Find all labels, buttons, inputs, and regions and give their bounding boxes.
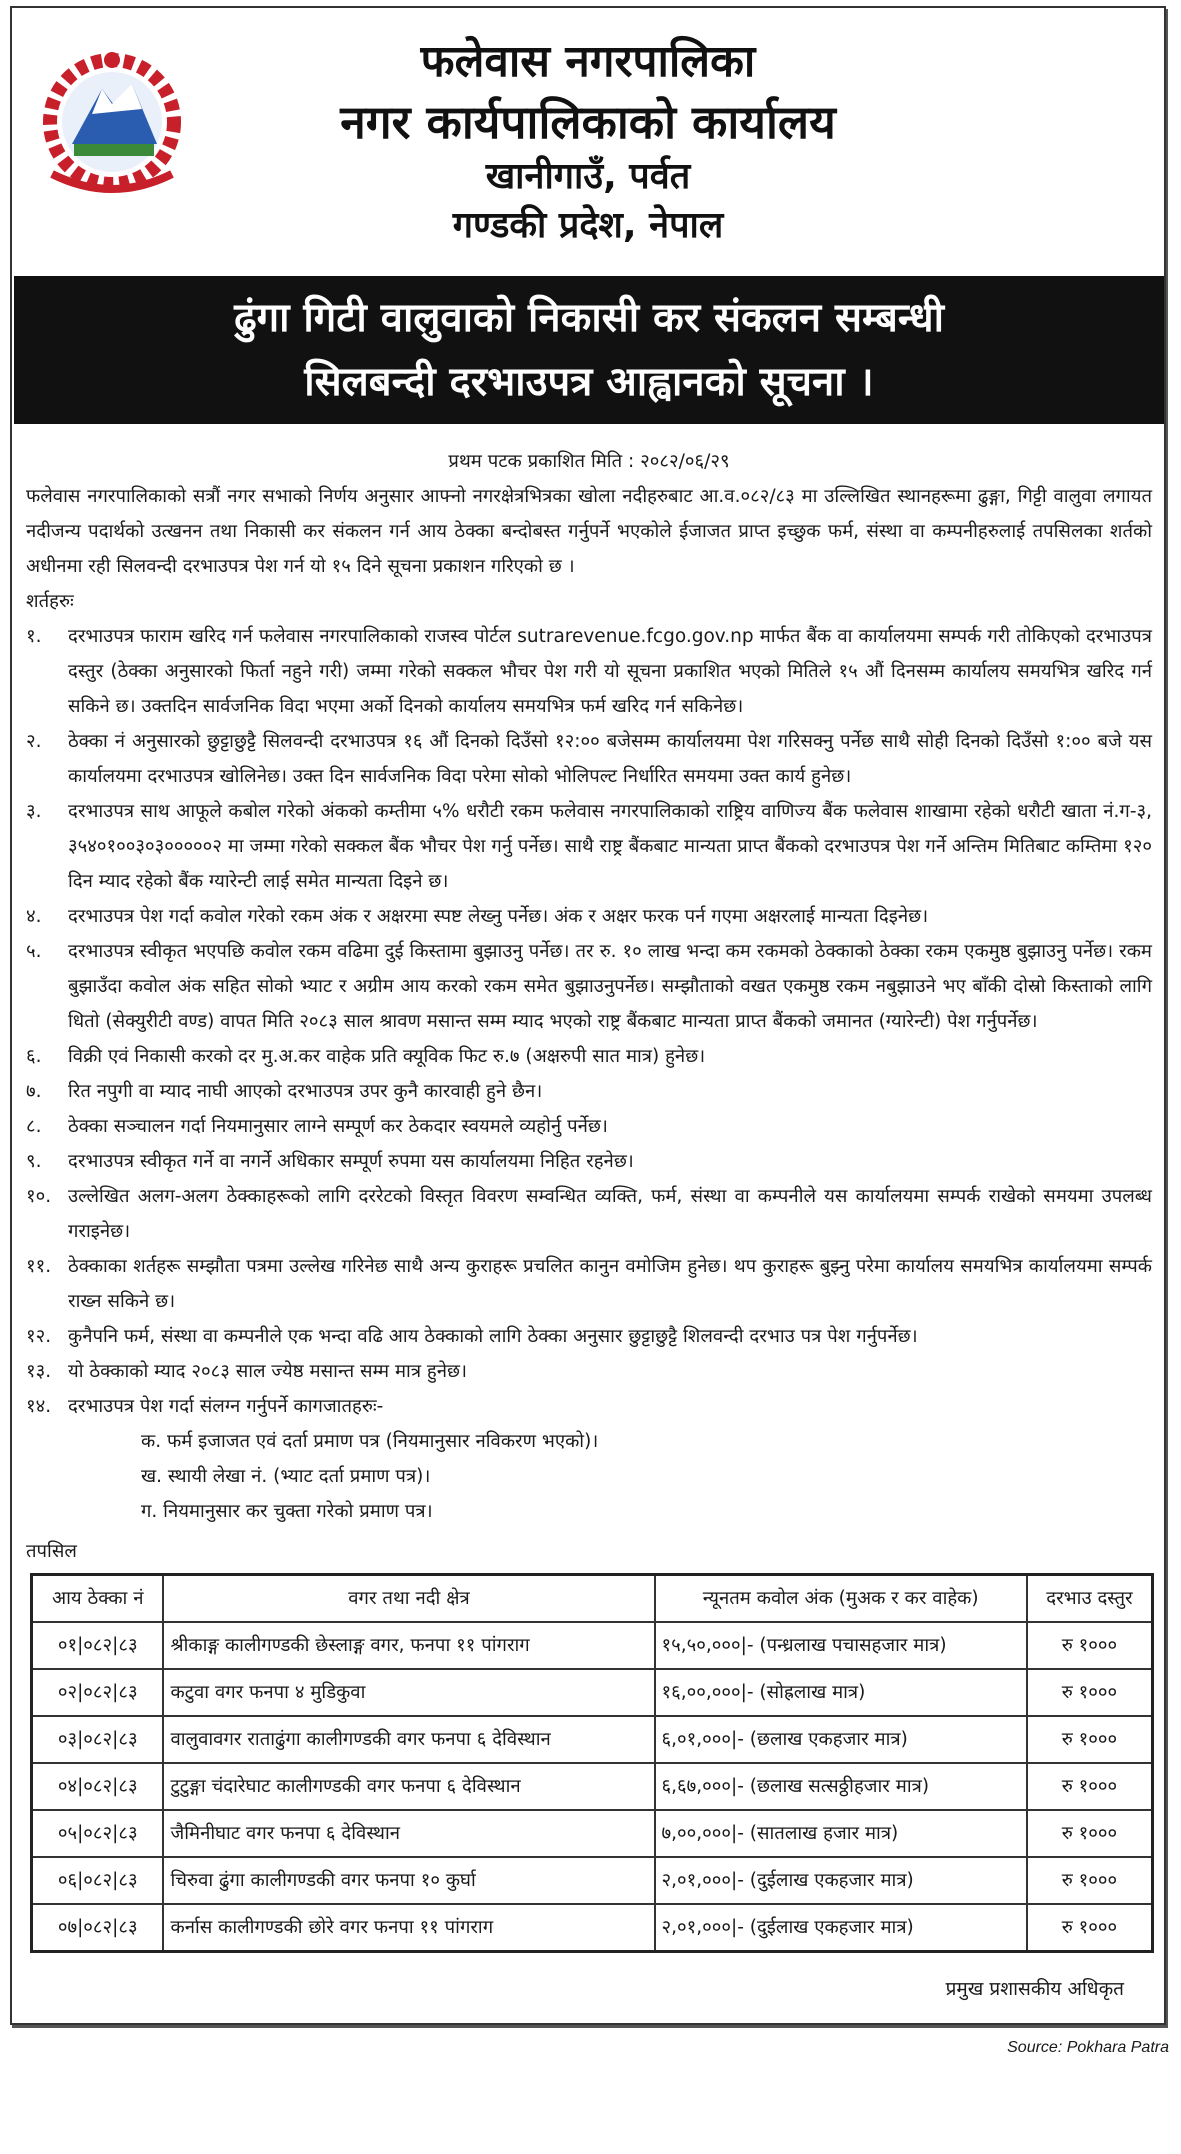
minimum-bid: ७,००,०००|- (सातलाख हजार मात्र) (655, 1810, 1027, 1857)
term-item (26, 1354, 1152, 1389)
term-number: ५. (26, 941, 42, 962)
term-text: दरभाउपत्र पेश गर्दा संलग्न गर्नुपर्ने कागजातहरुः- (68, 1396, 384, 1417)
term-item (26, 1074, 1152, 1109)
table-row (32, 1669, 1153, 1716)
contract-number: ०३|०८२|८३ (32, 1716, 164, 1763)
term-item (26, 1144, 1152, 1179)
term-text: उल्लेखित अलग-अलग ठेक्काहरूको लागि दररेटको विस्तृत विवरण सम्वन्धित व्यक्ति, फर्म, संस्था वा कम्पनीले यस कार्यालयमा सम्पर्क राखेको समयमा उपलब्ध गराइनेछ। (68, 1186, 1152, 1242)
table-label: तपसिल (26, 1541, 77, 1562)
document-item: ग. नियमानुसार कर चुक्ता गरेको प्रमाण पत्र। (141, 1501, 433, 1522)
term-text: विक्री एवं निकासी करको दर मु.अ.कर वाहेक प्रति क्यूविक फिट रु.७ (अक्षरुपी सात मात्र) हुनेछ। (68, 1046, 706, 1067)
river-area: टुटुङ्गा चंदारेघाट कालीगण्डकी वगर फनपा ६ देविस्थान (163, 1763, 654, 1810)
term-number: १. (26, 626, 42, 647)
table-row (32, 1810, 1153, 1857)
term-number: ३. (26, 801, 42, 822)
minimum-bid: २,०१,०००|- (दुईलाख एकहजार मात्र) (655, 1857, 1027, 1904)
term-item (26, 619, 1152, 724)
notice-title-line2: सिलबन्दी दरभाउपत्र आह्वानको सूचना । (304, 359, 874, 405)
term-number: ९. (26, 1151, 42, 1172)
river-area: कटुवा वगर फनपा ४ मुडिकुवा (163, 1669, 654, 1716)
bid-fee: रु १००० (1027, 1716, 1153, 1763)
contracts-table (30, 1573, 1154, 1953)
bid-fee: रु १००० (1027, 1857, 1153, 1904)
term-text: कुनैपनि फर्म, संस्था वा कम्पनीले एक भन्दा वढि आय ठेक्काको लागि ठेक्का अनुसार छुट्टाछुट्टै शिलवन्दी दरभाउ पत्र पेश गर्नुपर्नेछ। (68, 1326, 918, 1347)
source-credit: Source: Pokhara Patra (1007, 2039, 1169, 2056)
term-text: दरभाउपत्र स्वीकृत गर्ने वा नगर्ने अधिकार सम्पूर्ण रुपमा यस कार्यालयमा निहित रहनेछ। (68, 1151, 634, 1172)
term-number: ७. (26, 1081, 42, 1102)
column-header: न्यूनतम कवोल अंक (मुअक र कर वाहेक) (655, 1575, 1027, 1623)
letterhead (12, 8, 1164, 270)
contract-number: ०२|०८२|८३ (32, 1669, 164, 1716)
office-name: नगर कार्यपालिकाको कार्यालय (340, 95, 836, 150)
minimum-bid: १५,५०,०००|- (पन्ध्रलाख पचासहजार मात्र) (655, 1622, 1027, 1669)
river-area: चिरुवा ढुंगा कालीगण्डकी वगर फनपा १० कुर्घा (163, 1857, 654, 1904)
contract-number: ०४|०८२|८३ (32, 1763, 164, 1810)
notice-frame (10, 6, 1166, 2025)
contract-number: ०७|०८२|८३ (32, 1904, 164, 1952)
bid-fee: रु १००० (1027, 1622, 1153, 1669)
table-row (32, 1904, 1153, 1952)
terms-list (26, 619, 1152, 1424)
document-item: क. फर्म इजाजत एवं दर्ता प्रमाण पत्र (नियमानुसार नविकरण भएको)। (141, 1431, 599, 1452)
term-item (26, 1179, 1152, 1249)
minimum-bid: ६,६७,०००|- (छलाख सत्सठ्ठीहजार मात्र) (655, 1763, 1027, 1810)
term-text: दरभाउपत्र पेश गर्दा कवोल गरेको रकम अंक र अक्षरमा स्पष्ट लेख्नु पर्नेछ। अंक र अक्षर फरक पर्न गएमा अक्षरलाई मान्यता दिइनेछ। (68, 906, 929, 927)
term-item (26, 794, 1152, 899)
term-item (26, 1319, 1152, 1354)
bid-fee: रु १००० (1027, 1904, 1153, 1952)
term-number: ११. (26, 1256, 52, 1277)
minimum-bid: १६,००,०००|- (सोह्रलाख मात्र) (655, 1669, 1027, 1716)
column-header: आय ठेक्का नं (32, 1575, 164, 1623)
notice-body (26, 444, 1152, 1529)
term-item (26, 1389, 1152, 1424)
contract-number: ०५|०८२|८३ (32, 1810, 164, 1857)
document-item: ख. स्थायी लेखा नं. (भ्याट दर्ता प्रमाण पत्र)। (141, 1466, 431, 1487)
office-location: खानीगाउँ, पर्वत (485, 156, 691, 198)
contract-number: ०६|०८२|८३ (32, 1857, 164, 1904)
bid-fee: रु १००० (1027, 1763, 1153, 1810)
province: गण्डकी प्रदेश, नेपाल (452, 205, 724, 247)
term-text: ठेक्काका शर्तहरू सम्झौता पत्रमा उल्लेख गरिनेछ साथै अन्य कुराहरू प्रचलित कानुन वमोजिम हुनेछ। थप कुराहरू बुझ्नु परेमा कार्यालय समयभित्र कार्यालयमा सम्पर्क राख्न सकिने छ। (68, 1256, 1152, 1312)
river-area: वालुवावगर राताढुंगा कालीगण्डकी वगर फनपा ६ देविस्थान (163, 1716, 654, 1763)
term-item (26, 1039, 1152, 1074)
term-text: रित नपुगी वा म्याद नाघी आएको दरभाउपत्र उपर कुनै कारवाही हुने छैन। (68, 1081, 543, 1102)
term-number: १२. (26, 1326, 52, 1347)
table-header-row (32, 1575, 1153, 1623)
term-item (26, 1109, 1152, 1144)
term-number: १४. (26, 1396, 52, 1417)
document-list (26, 1424, 1152, 1529)
term-item (26, 1249, 1152, 1319)
minimum-bid: ६,०१,०००|- (छलाख एकहजार मात्र) (655, 1716, 1027, 1763)
term-text: दरभाउपत्र स्वीकृत भएपछि कवोल रकम वढिमा दुई किस्तामा बुझाउनु पर्नेछ। तर रु. १० लाख भन्दा कम रकमको ठेक्काको ठेक्का रकम एकमुष्ठ बुझाउनु पर्नेछ। रकम बुझाउँदा कवोल अंक सहित सोको भ्याट र अग्रीम आय करको रकम समेत बुझाउनुपर्नेछ। सम्झौताको वखत एकमुष्ठ रकम नबुझाउने भए बाँकी दोस्रो किस्ताको लागि धितो (सेक्युरीटी वण्ड) वापत मिति २०८३ साल श्रावण मसान्त सम्म म्याद भएको राष्ट्र बैंकबाट मान्यता प्राप्त बैंकको जमानत (ग्यारेन्टी) पेश गर्नुपर्नेछ। (68, 941, 1152, 1032)
table-row (32, 1857, 1153, 1904)
table-row (32, 1716, 1153, 1763)
term-item (26, 724, 1152, 794)
column-header: वगर तथा नदी क्षेत्र (163, 1575, 654, 1623)
river-area: जैमिनीघाट वगर फनपा ६ देविस्थान (163, 1810, 654, 1857)
notice-title-banner (14, 276, 1164, 424)
term-number: ६. (26, 1046, 42, 1067)
municipality-name: फलेवास नगरपालिका (420, 36, 756, 87)
term-number: १३. (26, 1361, 52, 1382)
intro-paragraph: फलेवास नगरपालिकाको सत्रौं नगर सभाको निर्णय अनुसार आफ्नो नगरक्षेत्रभित्रका खोला नदीहरुबाट आ.व.०८२/८३ मा उल्लिखित स्थानहरूमा ढुङ्गा, गिट्टी वालुवा लगायत नदीजन्य पदार्थको उत्खनन तथा निकासी कर संकलन गर्न आय ठेक्का बन्दोबस्त गर्नुपर्ने भएकोले ईजाजत प्राप्त इच्छुक फर्म, संस्था वा कम्पनीहरुलाई तपसिलका शर्तको अधीनमा रही सिलवन्दी दरभाउपत्र पेश गर्न यो १५ दिने सूचना प्रकाशन गरिएको छ । (26, 486, 1152, 577)
publish-date: प्रथम पटक प्रकाशित मिति : २०८२/०६/२९ (448, 451, 730, 472)
municipality-logo (32, 44, 192, 204)
term-item (26, 899, 1152, 934)
term-number: १०. (26, 1186, 52, 1207)
bid-fee: रु १००० (1027, 1669, 1153, 1716)
term-number: ८. (26, 1116, 42, 1137)
term-text: यो ठेक्काको म्याद २०८३ साल ज्येष्ठ मसान्त सम्म मात्र हुनेछ। (68, 1361, 468, 1382)
terms-label: शर्तहरुः (26, 591, 74, 612)
column-header: दरभाउ दस्तुर (1027, 1575, 1153, 1623)
contract-number: ०१|०८२|८३ (32, 1622, 164, 1669)
term-text: दरभाउपत्र साथ आफूले कबोल गरेको अंकको कम्तीमा ५% धरौटी रकम फलेवास नगरपालिकाको राष्ट्रिय वाणिज्य बैंक फलेवास शाखामा रहेको धरौटी खाता नं.ग-३, ३५४०१००३०३०००००२ मा जम्मा गरेको सक्कल बैंक भौचर पेश गर्नु पर्नेछ। साथै राष्ट्र बैंकबाट मान्यता प्राप्त बैंकको दरभाउपत्र पेश गर्ने अन्तिम मितिबाट कम्तिमा १२० दिन म्याद रहेको बैंक ग्यारेन्टी लाई समेत मान्यता दिइने छ। (68, 801, 1152, 892)
term-text: ठेक्का सञ्चालन गर्दा नियमानुसार लाग्ने सम्पूर्ण कर ठेकदार स्वयमले व्यहोर्नु पर्नेछ। (68, 1116, 608, 1137)
notice-title-line1: ढुंगा गिटी वालुवाको निकासी कर संकलन सम्बन्धी (234, 295, 944, 341)
signature-title: प्रमुख प्रशासकीय अधिकृत (945, 1978, 1124, 2000)
term-number: २. (26, 731, 42, 752)
term-text: ठेक्का नं अनुसारको छुट्टाछुट्टै सिलवन्दी दरभाउपत्र १६ औं दिनको दिउँसो १२:०० बजेसम्म कार्यालयमा पेश गरिसक्नु पर्नेछ साथै सोही दिनको दिउँसो १:०० बजे यस कार्यालयमा दरभाउपत्र खोलिनेछ। उक्त दिन सार्वजनिक विदा परेमा सोको भोलिपल्ट निर्धारित समयमा उक्त कार्य हुनेछ। (68, 731, 1152, 787)
term-number: ४. (26, 906, 42, 927)
table-row (32, 1622, 1153, 1669)
term-item (26, 934, 1152, 1039)
river-area: श्रीकाङ्ग कालीगण्डकी छेस्लाङ्ग वगर, फनपा ११ पांगराग (163, 1622, 654, 1669)
table-row (32, 1763, 1153, 1810)
term-text: दरभाउपत्र फाराम खरिद गर्न फलेवास नगरपालिकाको राजस्व पोर्टल sutrarevenue.fcgo.gov.np मार्फत बैंक वा कार्यालयमा सम्पर्क गरी तोकिएको दरभाउपत्र दस्तुर (ठेक्का अनुसारको फिर्ता नहुने गरी) जम्मा गरेको सक्कल भौचर पेश गरी यो सूचना प्रकाशित भएको मितिले १५ औं दिनसम्म कार्यालय समयभित्र खरिद गर्न सकिने छ। उक्तदिन सार्वजनिक विदा भएमा अर्को दिनको कार्यालय समयभित्र फर्म खरिद गर्न सकिनेछ। (68, 626, 1152, 717)
minimum-bid: २,०१,०००|- (दुईलाख एकहजार मात्र) (655, 1904, 1027, 1952)
bid-fee: रु १००० (1027, 1810, 1153, 1857)
river-area: कर्नास कालीगण्डकी छोरे वगर फनपा ११ पांगराग (163, 1904, 654, 1952)
